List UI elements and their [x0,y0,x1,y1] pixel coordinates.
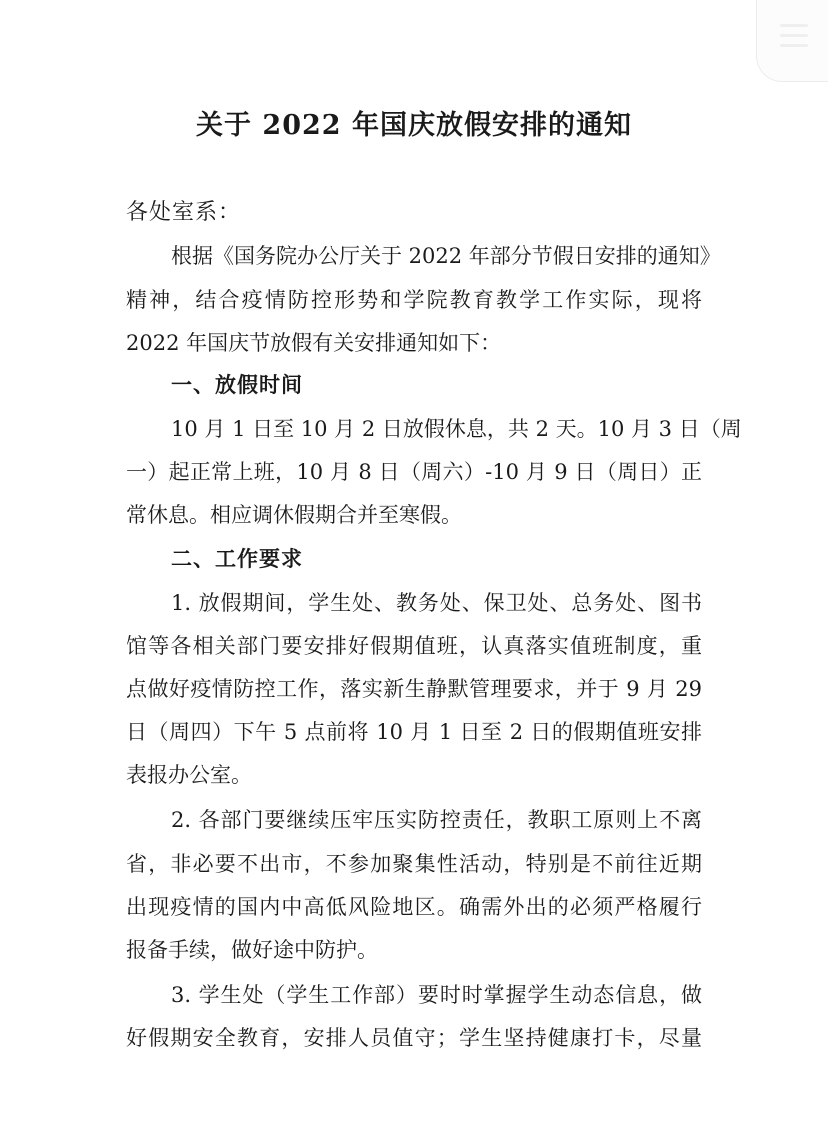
paragraph-line: 省，非必要不出市，不参加聚集性活动，特别是不前往近期 [126,852,702,876]
salutation: 各处室系： [126,200,242,225]
paragraph-line: 常休息。相应调休假期合并至寒假。 [126,503,462,527]
paragraph-line: 一）起正常上班，10 月 8 日（周六）-10 月 9 日（周日）正 [126,460,702,484]
section-heading: 一、放假时间 [171,373,303,397]
paragraph-line: 点做好疫情防控工作，落实新生静默管理要求，并于 9 月 29 [126,677,702,701]
paragraph-line: 报备手续，做好途中防护。 [126,938,378,962]
document-title: 关于 2022 年国庆放假安排的通知 [196,110,632,141]
paragraph-line: 出现疫情的国内中高低风险地区。确需外出的必须严格履行 [126,895,702,919]
paragraph-line: 3. 学生处（学生工作部）要时时掌握学生动态信息，做 [171,983,702,1007]
paragraph-line: 根据《国务院办公厅关于 2022 年部分节假日安排的通知》 [171,244,721,268]
paragraph-line: 日（周四）下午 5 点前将 10 月 1 日至 2 日的假期值班安排 [126,720,702,744]
paragraph-line: 10 月 1 日至 10 月 2 日放假休息，共 2 天。10 月 3 日（周 [171,417,742,441]
paragraph-line: 表报办公室。 [126,763,252,787]
paragraph-line: 馆等各相关部门要安排好假期值班，认真落实值班制度，重 [126,634,702,658]
section-heading: 二、工作要求 [171,547,303,571]
paragraph-line: 2022 年国庆节放假有关安排通知如下： [126,331,502,355]
paragraph-line: 2. 各部门要继续压牢压实防控责任，教职工原则上不离 [171,808,702,832]
paragraph-line: 精神，结合疫情防控形势和学院教育教学工作实际，现将 [126,288,702,312]
paragraph-line: 1. 放假期间，学生处、教务处、保卫处、总务处、图书 [171,591,702,615]
paragraph-line: 好假期安全教育，安排人员值守；学生坚持健康打卡，尽量 [126,1026,702,1050]
